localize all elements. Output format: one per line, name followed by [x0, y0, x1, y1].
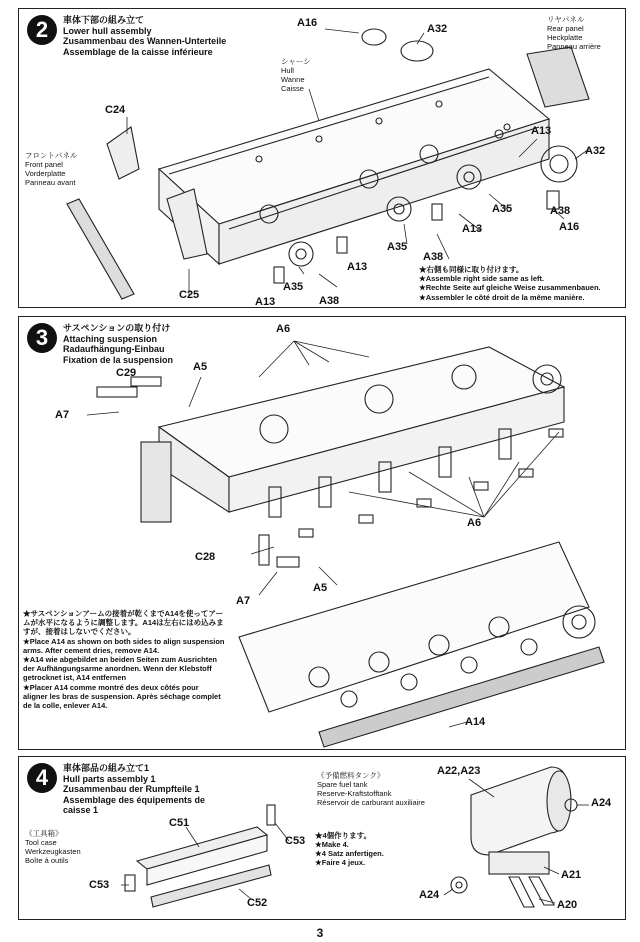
page-number: 3: [316, 926, 324, 940]
part-label: A5: [193, 361, 208, 373]
title-de: Radaufhängung-Einbau: [63, 344, 165, 354]
part-label: A5: [313, 582, 328, 594]
part-label: A38: [550, 205, 571, 217]
part-label: C25: [179, 289, 200, 301]
hull-label: シャーシ Hull Wanne Caisse: [281, 57, 311, 93]
part-label: A35: [283, 281, 304, 293]
title-jp: サスペンションの取り付け: [63, 323, 171, 333]
part-label: A24: [419, 889, 440, 901]
title-en: Hull parts assembly 1: [63, 773, 156, 784]
rear-panel-label: リヤパネル Rear panel Heckplatte Panneau arrière: [547, 15, 601, 51]
part-label: A6: [276, 323, 291, 335]
part-label: A13: [531, 125, 552, 137]
part-label: A14: [465, 716, 486, 728]
part-label: A38: [423, 251, 444, 263]
part-label: A38: [319, 295, 340, 307]
part-label: A21: [561, 869, 582, 881]
part-label: A13: [255, 296, 276, 308]
step-3-panel: [18, 316, 626, 750]
title-en: Attaching suspension: [63, 333, 158, 344]
part-label: A16: [559, 221, 580, 233]
part-label: A24: [591, 797, 612, 809]
a14-note: ★サスペンションアームの接着が乾くまでA14を使ってアームが水平になるように調整します。A14は左右にはめ込みますが、接着はしないでください。 ★Place A14 as shown on both sides to align suspension arms. After cement dries, remove A14. ★A14 wie abgebildet an beiden Seiten zum Ausrichten der Aufhängungsarme anordnen. Wenn der Klebstoff getrocknet ist, A14 entfernen ★Placer A14 comme montré des deux côtés pour aligner les bras de suspension. Après séchage complet de la colle, enlever A14.: [23, 609, 225, 711]
title-de: Zusammenbau der Rumpfteile 1: [63, 784, 200, 794]
part-label: A7: [55, 409, 70, 421]
step-number: 3: [27, 323, 57, 353]
part-label: A32: [427, 23, 448, 35]
step-4-panel: [18, 756, 626, 920]
step-number: 2: [27, 15, 57, 45]
part-label: A13: [347, 261, 368, 273]
fuel-tank-label: 《予備燃料タンク》 Spare fuel tank Reserve-Kraftstofftank Réservoir de carburant auxiliaire: [317, 771, 425, 807]
step-number: 4: [27, 763, 57, 793]
part-label: C53: [89, 879, 110, 891]
part-label: A32: [585, 145, 606, 157]
part-label: A22,A23: [437, 765, 481, 777]
make-four-label: ★4個作ります。 ★Make 4. ★4 Satz anfertigen. ★Faire 4 jeux.: [315, 831, 384, 867]
part-label: A35: [492, 203, 513, 215]
lower-hull-drawing: [19, 9, 626, 308]
part-label: C28: [195, 551, 216, 563]
part-label: A6: [467, 517, 482, 529]
title-jp: 車体下部の組み立て: [63, 15, 145, 25]
part-label: A13: [462, 223, 483, 235]
part-label: A7: [236, 595, 251, 607]
part-label: A20: [557, 899, 578, 911]
front-panel-label: フロントパネル Front panel Vorderplatte Panneau avant: [25, 151, 78, 187]
part-label: A35: [387, 241, 408, 253]
title-fr-2: caisse 1: [63, 805, 99, 815]
part-label: A16: [297, 17, 318, 29]
part-label: C51: [169, 817, 190, 829]
title-fr: Assemblage de la caisse inférieure: [63, 46, 213, 57]
part-label: C52: [247, 897, 268, 909]
step-2-panel: [18, 8, 626, 308]
title-en: Lower hull assembly: [63, 25, 152, 36]
part-label: C24: [105, 104, 126, 116]
assembly-note: ★右側も同様に取り付けます。 ★Assemble right side same as left. ★Rechte Seite auf gleiche Weise zusammenbauen. ★Assembler le côté droit de la même manière.: [419, 265, 601, 302]
title-de: Zusammenbau des Wannen-Unterteile: [63, 36, 227, 46]
part-label: C29: [116, 367, 137, 379]
title-jp: 車体部品の組み立て1: [63, 763, 150, 773]
tool-case-label: 《工具箱》 Tool case Werkzeugkasten Boîte à outils: [25, 829, 81, 865]
part-label: C53: [285, 835, 306, 847]
title-fr: Assemblage des équipements de: [63, 794, 206, 805]
title-fr: Fixation de la suspension: [63, 354, 174, 365]
